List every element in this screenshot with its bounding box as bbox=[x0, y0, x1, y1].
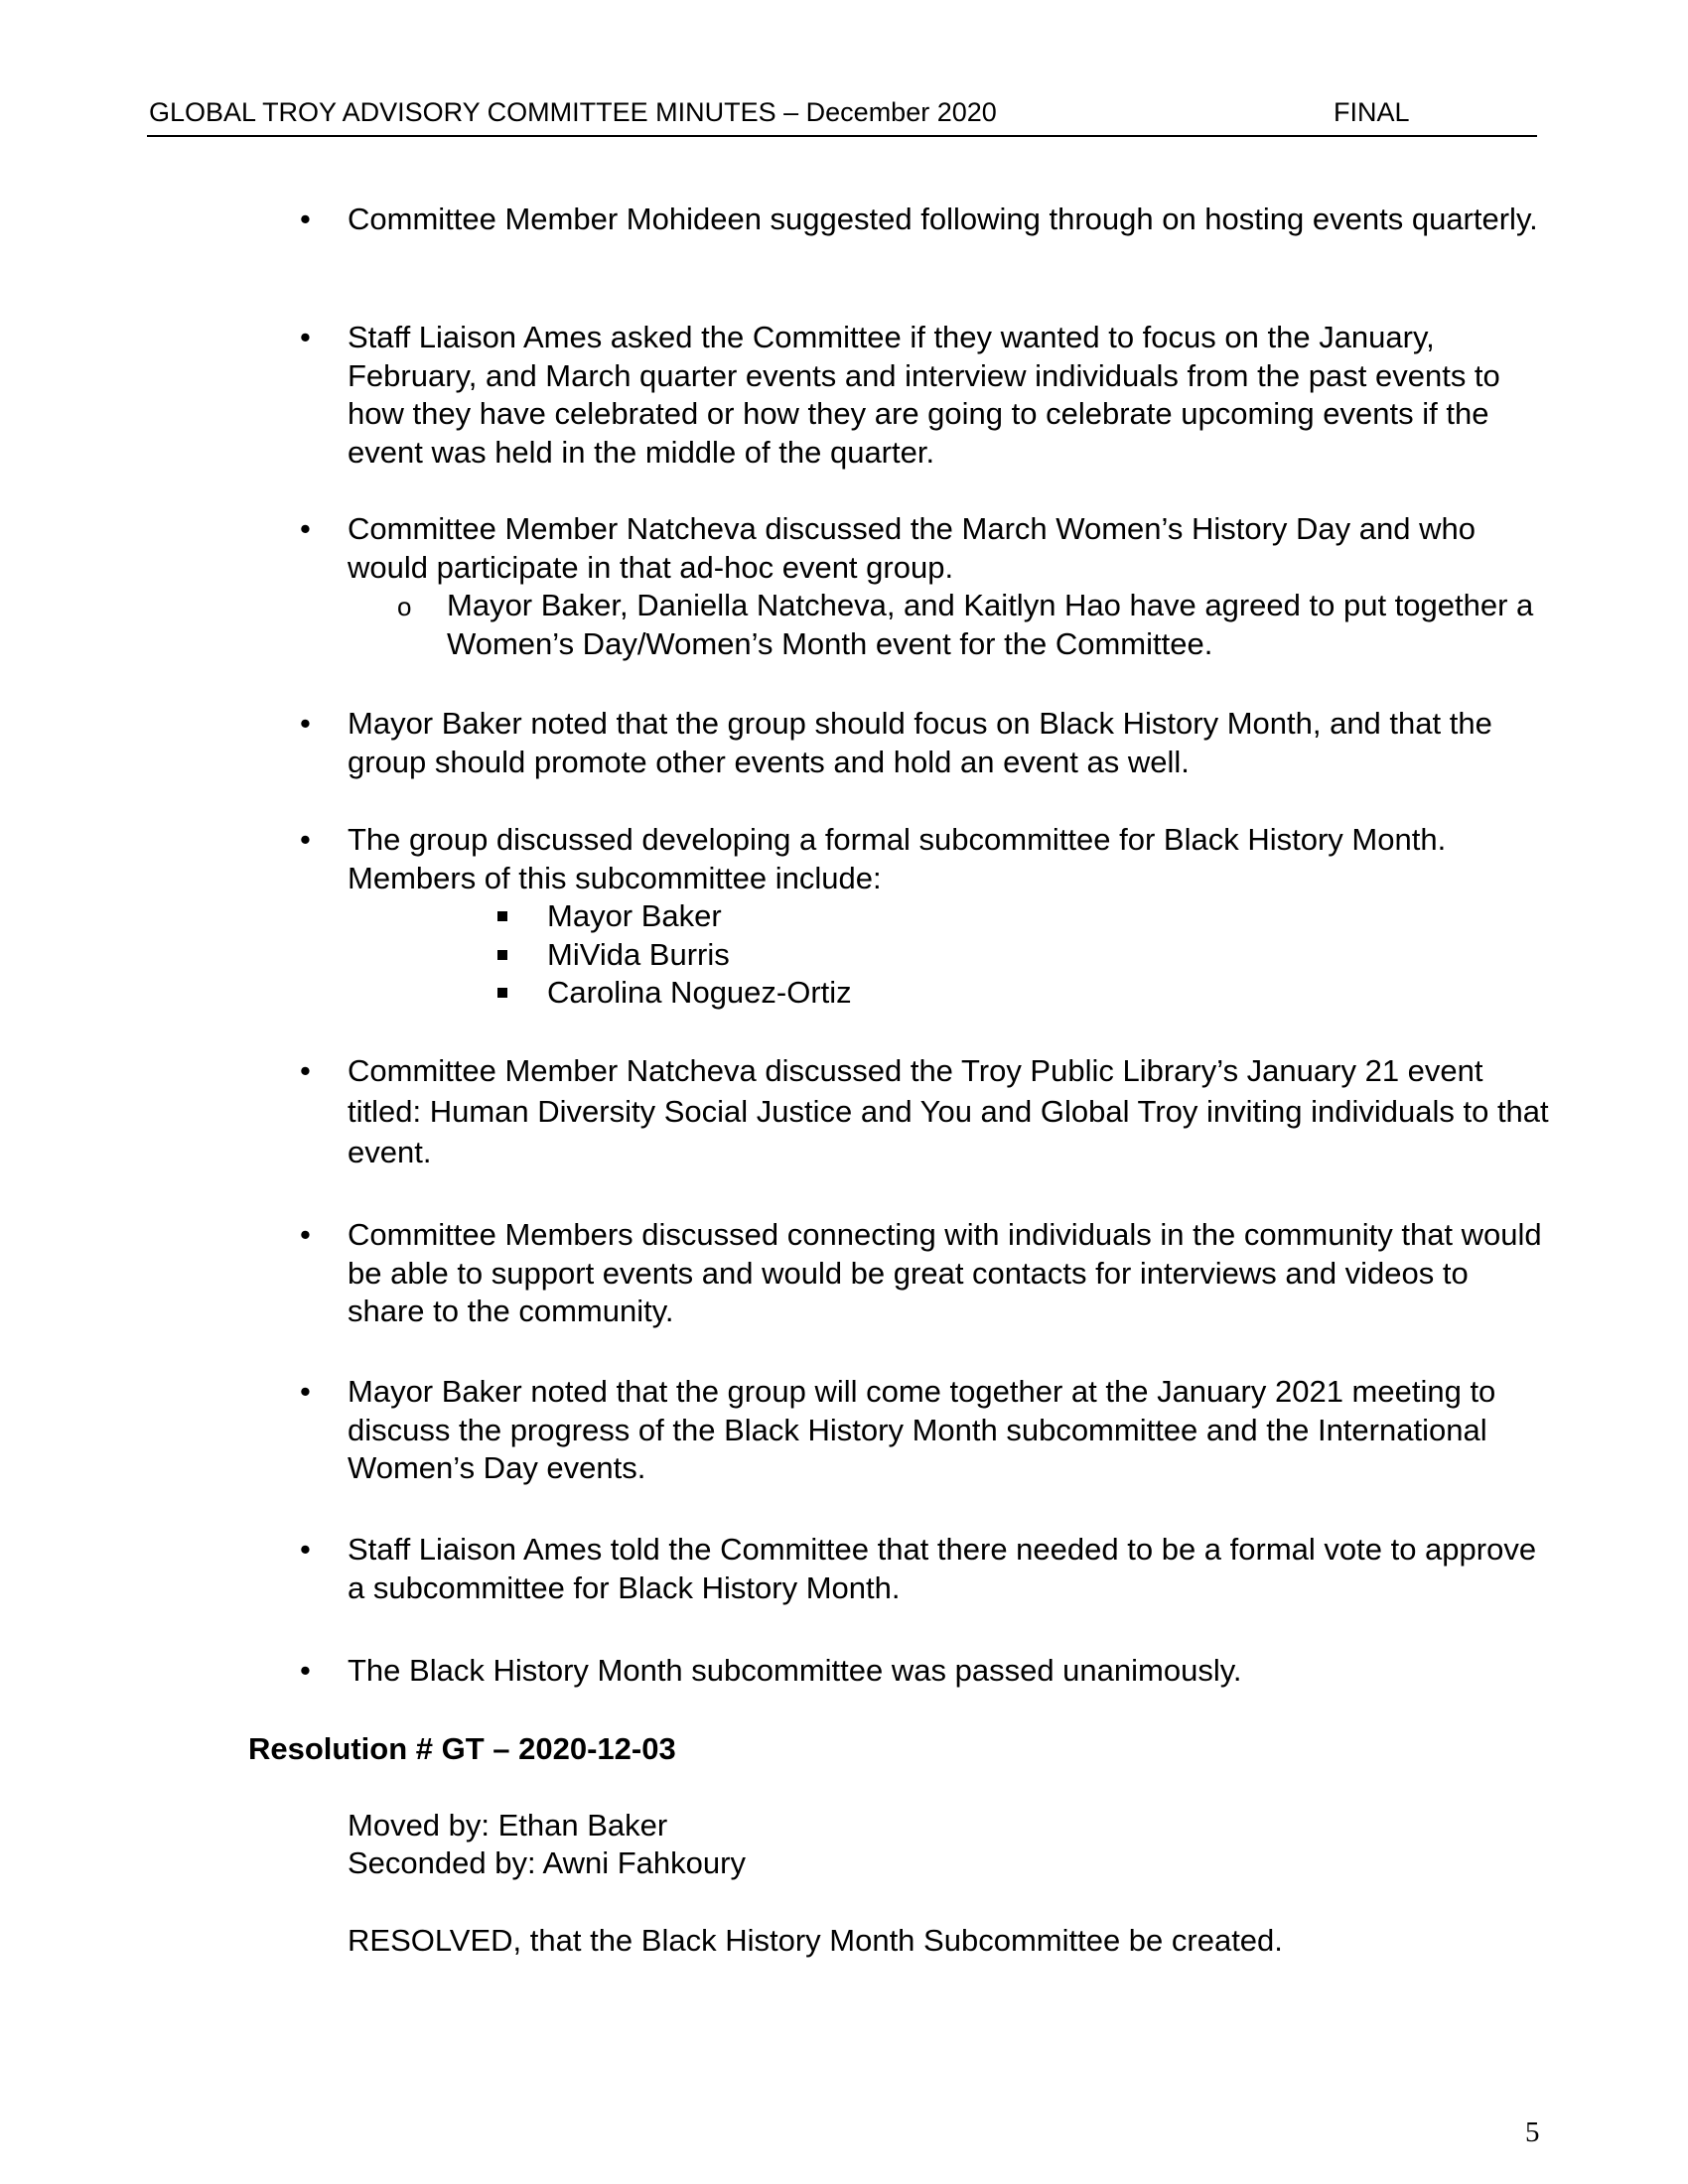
list-item bbox=[300, 1652, 1549, 1691]
list-item-text: Staff Liaison Ames told the Committee that there needed to be a formal vote to approve a subcommittee for Black History Month. bbox=[348, 1532, 1537, 1605]
member-name: MiVida Burris bbox=[547, 937, 730, 972]
square-bullet-icon bbox=[497, 988, 507, 998]
bullet-icon: • bbox=[300, 706, 311, 741]
member-name: Mayor Baker bbox=[547, 898, 722, 933]
list-item bbox=[300, 1050, 1549, 1172]
list-item bbox=[300, 1373, 1549, 1488]
seconded-by: Seconded by: Awni Fahkoury bbox=[348, 1845, 746, 1880]
bullet-icon: • bbox=[300, 320, 311, 354]
bullet-icon: • bbox=[300, 202, 311, 236]
bullet-icon: • bbox=[300, 1217, 311, 1252]
list-item-text: The Black History Month subcommittee was passed unanimously. bbox=[348, 1653, 1242, 1688]
list-item bbox=[300, 201, 1549, 239]
list-item-text: Staff Liaison Ames asked the Committee if they wanted to focus on the January, February, and March quarter events and interview individuals from the past events to how they have celebrated or how they are going to celebrate upcoming events if the event was held in the middle of the quarter. bbox=[348, 320, 1500, 470]
document-status: FINAL bbox=[1334, 97, 1410, 127]
list-item bbox=[300, 1216, 1549, 1331]
page-number: 5 bbox=[1525, 2116, 1540, 2148]
subcommittee-member bbox=[547, 974, 852, 1013]
sub-list-item bbox=[397, 587, 1549, 663]
square-bullet-icon bbox=[497, 950, 507, 960]
bullet-icon: • bbox=[300, 822, 311, 857]
list-item bbox=[300, 705, 1549, 781]
subcommittee-member bbox=[547, 897, 722, 936]
member-name: Carolina Noguez-Ortiz bbox=[547, 975, 852, 1010]
list-item bbox=[300, 319, 1549, 472]
bullet-icon: • bbox=[300, 1532, 311, 1567]
bullet-icon: • bbox=[300, 1653, 311, 1688]
list-item-text: The group discussed developing a formal subcommittee for Black History Month. Members of this subcommittee include: bbox=[348, 822, 1447, 895]
list-item bbox=[300, 821, 1549, 897]
bullet-icon: • bbox=[300, 511, 311, 546]
square-bullet-icon bbox=[497, 911, 507, 921]
resolution-heading: Resolution # GT – 2020-12-03 bbox=[248, 1731, 676, 1766]
list-item-text: Committee Member Natcheva discussed the Troy Public Library’s January 21 event titled: Human Diversity Social Justice and You and Global Troy inviting individuals to that event. bbox=[348, 1053, 1549, 1169]
list-item bbox=[300, 1531, 1549, 1607]
list-item-text: Mayor Baker noted that the group should focus on Black History Month, and that the group should promote other events and hold an event as well. bbox=[348, 706, 1492, 779]
list-item-text: Committee Members discussed connecting with individuals in the community that would be able to support events and would be great contacts for interviews and videos to share to the community. bbox=[348, 1217, 1542, 1328]
list-item bbox=[300, 510, 1549, 587]
bullet-icon: • bbox=[300, 1053, 311, 1088]
sub-list-item-text: Mayor Baker, Daniella Natcheva, and Kaitlyn Hao have agreed to put together a Women’s Day/Women’s Month event for the Committee. bbox=[447, 588, 1534, 661]
list-item-text: Committee Member Mohideen suggested following through on hosting events quarterly. bbox=[348, 202, 1538, 236]
bullet-icon: • bbox=[300, 1374, 311, 1409]
list-item-text: Committee Member Natcheva discussed the March Women’s History Day and who would participate in that ad-hoc event group. bbox=[348, 511, 1476, 585]
list-item-text: Mayor Baker noted that the group will come together at the January 2021 meeting to discuss the progress of the Black History Month subcommittee and the International Women’s Day events. bbox=[348, 1374, 1496, 1485]
subcommittee-member bbox=[547, 936, 730, 975]
document-title: GLOBAL TROY ADVISORY COMMITTEE MINUTES – December 2020 bbox=[149, 97, 997, 127]
resolved-statement: RESOLVED, that the Black History Month Subcommittee be created. bbox=[348, 1923, 1283, 1958]
circle-bullet-icon: o bbox=[397, 592, 412, 621]
moved-by: Moved by: Ethan Baker bbox=[348, 1808, 668, 1843]
